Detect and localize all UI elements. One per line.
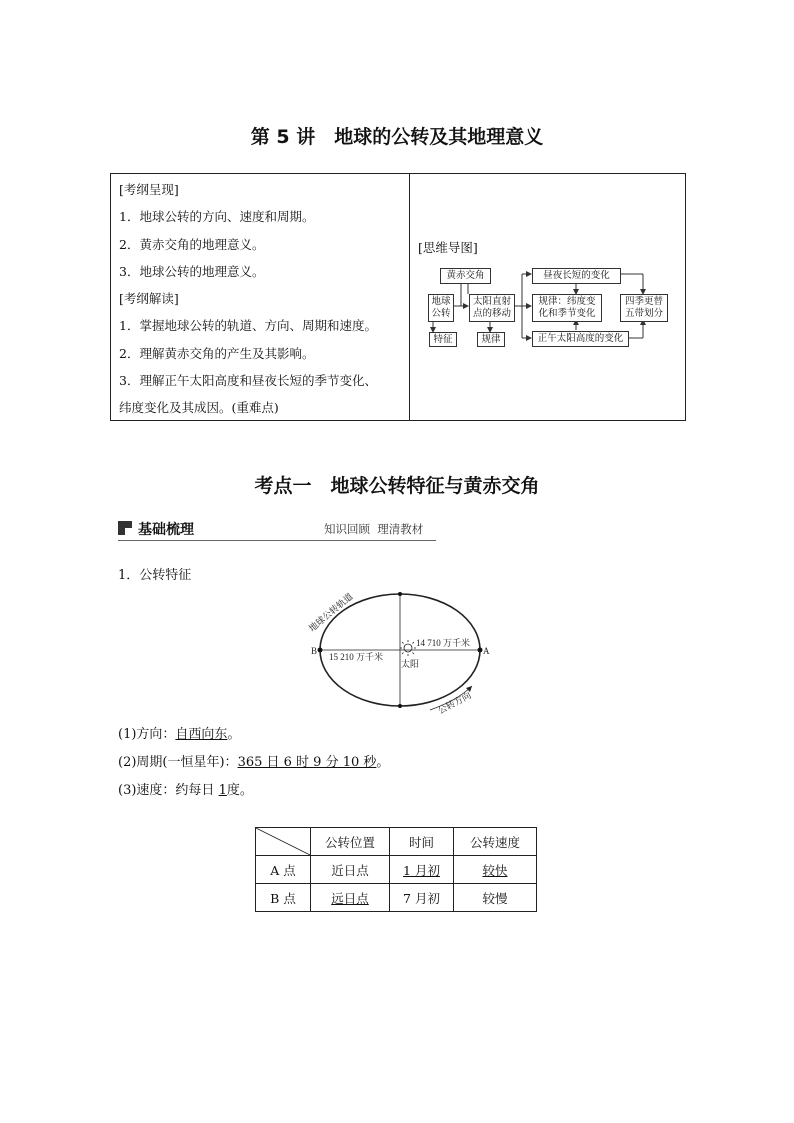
page-title: 第 5 讲 地球的公转及其地理意义: [250, 126, 544, 148]
node-taiyang: [469, 294, 515, 322]
sun-label: 太阳: [401, 659, 420, 669]
section-header: [118, 518, 436, 541]
outline-item: 1．地球公转的方向、速度和周期。: [119, 209, 315, 225]
fact-value: 自西向东: [175, 727, 228, 742]
cell-value: 1 月初: [403, 862, 440, 878]
square-icon-notch: [125, 528, 132, 535]
node-huangchi: 黄赤交角: [440, 268, 491, 284]
table-header: 时间: [390, 828, 454, 856]
node-guilv: 规律: [477, 332, 505, 347]
table-cell: [454, 884, 537, 912]
direction-label: 公转方向: [436, 690, 473, 716]
fact-suffix: 。: [376, 755, 390, 770]
node-text: 规律：纬度变: [538, 296, 596, 307]
table-row: [256, 884, 537, 912]
cell-value: 较慢: [482, 890, 508, 906]
point-b-label: B: [311, 646, 318, 656]
fact-prefix: (1)方向：: [118, 727, 176, 742]
distance-b: 15 210 万千米: [329, 652, 384, 662]
outline-item: 2．理解黄赤交角的产生及其影响。: [119, 345, 315, 361]
section-header-label: 基础梳理: [138, 522, 194, 538]
fact-suffix: 度。: [226, 783, 253, 798]
node-text: 点的移动: [472, 308, 511, 319]
node-text: 化和季节变化: [538, 308, 596, 319]
node-text: 公转: [431, 308, 451, 319]
subhead: 1．公转特征: [118, 568, 192, 583]
mindmap-label: [思维导图]: [418, 240, 478, 255]
orbit-diagram: [300, 588, 500, 718]
outline-item: 纬度变化及其成因。(重难点): [119, 400, 279, 416]
distance-a: 14 710 万千米: [416, 638, 471, 648]
cell-value: 7 月初: [403, 890, 440, 906]
node-text: 五带划分: [624, 308, 663, 319]
table-cell: [454, 856, 537, 884]
node-siji: [620, 294, 668, 322]
row-label: B 点: [256, 884, 311, 912]
outline-column: [119, 176, 405, 422]
table-header: 公转位置: [311, 828, 390, 856]
table-cell: [390, 856, 454, 884]
fact-direction: [118, 723, 240, 742]
node-rule: [532, 294, 602, 322]
fact-value: 1: [218, 783, 227, 798]
fact-value: 365 日 6 时 9 分 10 秒: [237, 755, 377, 770]
section-header-sub: 知识回顾 理清教材: [324, 522, 424, 536]
point-a-label: A: [483, 646, 490, 656]
row-label: A 点: [256, 856, 311, 884]
table-header-row: [256, 828, 537, 856]
outline-heading-2: [考纲解读]: [119, 291, 179, 307]
revolution-table: [255, 827, 537, 912]
outline-box: [110, 173, 686, 421]
node-zhouye: 昼夜长短的变化: [532, 268, 621, 284]
orbit-label: 地球公转轨道: [306, 591, 355, 634]
diagonal-cell: [256, 828, 311, 856]
table-cell: [311, 856, 390, 884]
table-cell: [311, 884, 390, 912]
cell-value: 远日点: [331, 890, 369, 906]
outline-item: 1．掌握地球公转的轨道、方向、周期和速度。: [119, 318, 377, 334]
fact-prefix: (2)周期(一恒星年)：: [118, 755, 238, 770]
node-diqiu-gongzhuan: [428, 294, 454, 322]
node-text: 四季更替: [624, 296, 663, 307]
node-tezheng: 特征: [429, 332, 457, 347]
outline-heading-1: [考纲呈现]: [119, 182, 179, 197]
fact-prefix: (3)速度：约每日: [118, 783, 219, 798]
cell-value: 较快: [482, 862, 508, 878]
section-title: 考点一 地球公转特征与黄赤交角: [254, 475, 540, 497]
node-zhengwu: 正午太阳高度的变化: [532, 331, 629, 347]
table-header: 公转速度: [454, 828, 537, 856]
table-cell: [390, 884, 454, 912]
fact-speed: [118, 779, 253, 798]
outline-item: 3．地球公转的地理意义。: [119, 263, 265, 279]
fact-suffix: 。: [227, 727, 241, 742]
table-row: [256, 856, 537, 884]
node-text: 太阳直射: [472, 296, 511, 307]
sun-icon: [400, 640, 416, 656]
cell-value: 近日点: [331, 862, 369, 878]
node-text: 地球: [431, 296, 451, 307]
outline-item: 2．黄赤交角的地理意义。: [119, 236, 265, 252]
outline-item: 3．理解正午太阳高度和昼夜长短的季节变化、: [119, 373, 377, 389]
fact-period: [118, 751, 389, 770]
